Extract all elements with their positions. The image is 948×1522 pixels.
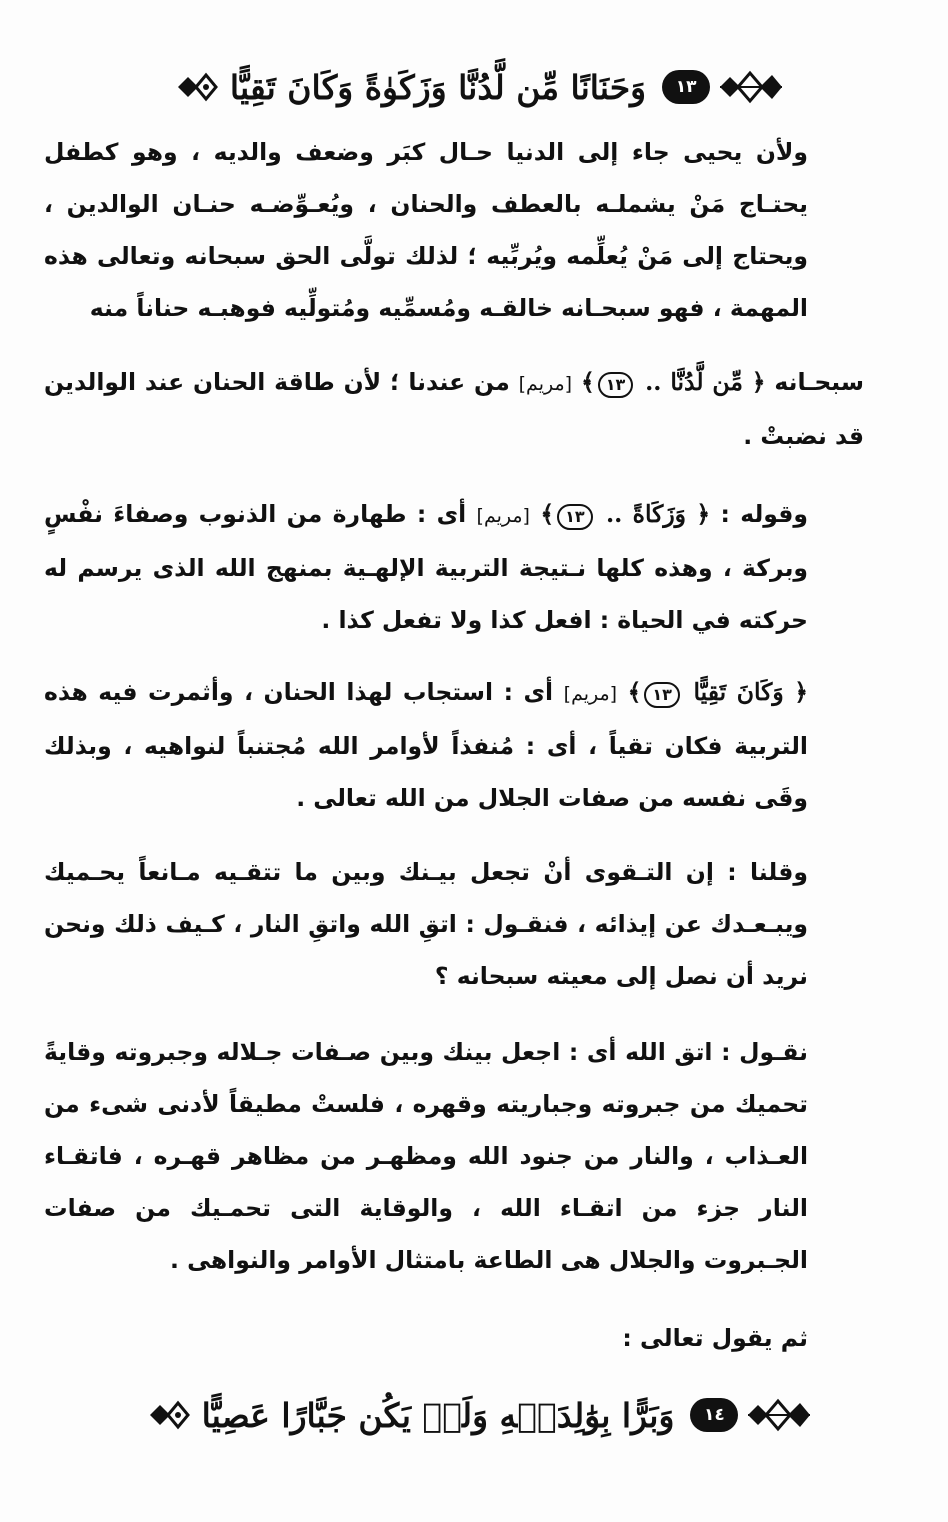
verse-start-ornament-icon — [744, 1395, 814, 1435]
paragraph-2 — [44, 356, 864, 462]
verse-start-ornament-icon — [716, 67, 786, 107]
verse-banner-14 — [130, 1380, 830, 1450]
verse-text: وَبَرًّا بِوَٰلِدَيۡهِ وَلَمۡ يَكُن جَبَّارًا عَصِيًّا — [201, 1395, 675, 1435]
verse-end-ornament-icon — [174, 67, 220, 107]
quran-quote: ﴿ وَكَانَ تَقِيًّا — [693, 678, 808, 706]
quran-quote: ﴿ وَزَكَاةً .. — [605, 500, 711, 528]
surah-tag: [مريم] — [563, 683, 618, 705]
paragraph-1 — [44, 126, 864, 334]
paragraph-text: ثم يقول تعالى : — [622, 1324, 808, 1352]
text-run: أى : استجاب لهذا الحنان ، وأثمرت فيه هذه التربية فكان تقياً ، أى : مُنفذاً لأوامر الله مُجتنباً لنواهيه ، وبذلك وقَى نفسه من صفات الجلال من الله تعالى . — [44, 678, 808, 812]
paragraph-text: وقلنا : إن التـقوى أنْ تجعل بيـنك وبين ما تتقـيه مـانعاً يحـميك ويبـعـدك عن إيذائه ، فنقـول : اتقِ الله واتقِ النار ، كـيف ذلك ونحن نريد أن نصل إلى معيته سبحانه ؟ — [44, 858, 808, 990]
paragraph-text: ولأن يحيى جاء إلى الدنيا حـال كبَر وضعف والديه ، وهو كطفل يحتـاج مَنْ يشملـه بالعطف والحنان ، ويُعـوِّضـه حنـان الوالدين ، ويحتاج إلى مَنْ يُعلِّمه ويُربِّيه ؛ لذلك تولَّى الحق سبحانه وتعالى هذه المهمة ، فهو سبحـانه خالقـه ومُسمِّيه ومُتولِّيه فوهبـه حناناً منه — [44, 138, 808, 322]
text-run: سبحـانه — [774, 368, 864, 396]
verse-end-ornament-icon — [146, 1395, 192, 1435]
verse-ref-number: ١٣ — [598, 372, 634, 398]
paragraph-text — [44, 356, 864, 462]
paragraph-5 — [44, 846, 864, 1002]
surah-tag: [مريم] — [518, 373, 573, 395]
quran-quote-close: ﴾ — [580, 368, 595, 396]
paragraph-text — [44, 488, 864, 646]
verse-ref-number: ١٣ — [644, 682, 680, 708]
paragraph-3 — [44, 488, 864, 646]
quran-quote-close: ﴾ — [540, 500, 555, 528]
paragraph-6 — [44, 1026, 864, 1286]
paragraph-text — [44, 666, 864, 824]
verse-banner-13 — [130, 52, 830, 122]
paragraph-7 — [44, 1312, 864, 1364]
text-run: وقوله : — [720, 500, 809, 528]
paragraph-text: نقـول : اتق الله أى : اجعل بينك وبين صـفات جـلاله وجبروته وقايةً تحميك من جبروته وجباريته وقهره ، فلستْ مطيقاً لأدنى شىء من العـذاب ، والنار من جنود الله ومظهـر من مظاهر قهـره ، فاتقـاء النار جزء من اتقـاء الله ، والوقاية التى تحمـيك من صفات الجـبروت والجلال هى الطاعة بامتثال الأوامر والنواهى . — [44, 1038, 808, 1274]
text-run: من عندنا ؛ لأن طاقة الحنان عند الوالدين قد نضبتْ . — [44, 368, 864, 450]
verse-number-badge: ١٣ — [662, 70, 710, 104]
surah-tag: [مريم] — [476, 505, 530, 527]
quran-quote-close: ﴾ — [627, 678, 642, 706]
quran-quote: ﴿ مِّن لَّدُنَّا .. — [645, 368, 766, 396]
verse-text: وَحَنَانًا مِّن لَّدُنَّا وَزَكَوٰةً وَكَانَ تَقِيًّا — [229, 67, 647, 107]
verse-ref-number: ١٣ — [557, 504, 593, 530]
paragraph-4 — [44, 666, 864, 824]
text-run: أى : طهارة من الذنوب وصفاءَ نفْسٍ وبركة ، وهذه كلها نـتيجة التربية الإلهـية بمنهج الله الذى يرسم له حركته في الحياة : افعل كذا ولا تفعل كذا . — [44, 500, 808, 634]
verse-number-badge: ١٤ — [690, 1398, 738, 1432]
